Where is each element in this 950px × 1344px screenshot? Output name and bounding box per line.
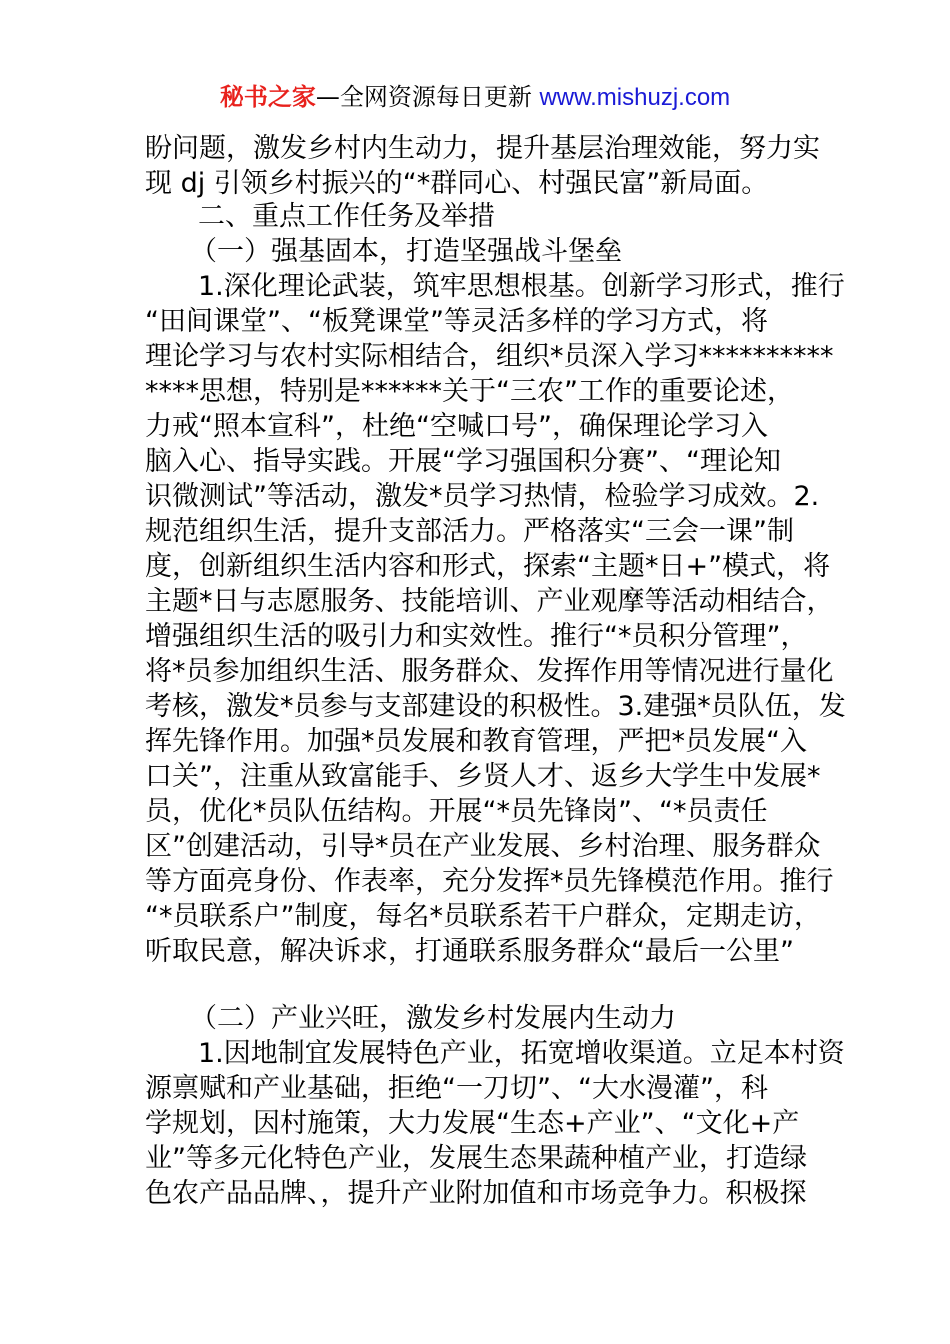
body-line: 员，优化*员队伍结构。开展“*员先锋岗”、“*员责任 <box>145 796 768 827</box>
body-line: 听取民意，解决诉求，打通联系服务群众“最后一公里” <box>145 936 794 967</box>
site-url[interactable]: www.mishuzj.com <box>539 84 731 111</box>
body-line: 口关”，注重从致富能手、乡贤人才、返乡大学生中发展* <box>145 761 821 792</box>
subsection-heading: （二）产业兴旺，激发乡村发展内生动力 <box>190 1003 676 1034</box>
body-line: 将*员参加组织生活、服务群众、发挥作用等情况进行量化 <box>145 656 834 687</box>
body-line: 挥先锋作用。加强*员发展和教育管理，严把*员发展“入 <box>145 726 807 757</box>
section-heading: 二、重点工作任务及举措 <box>198 201 495 232</box>
subsection-heading: （一）强基固本，打造坚强战斗堡垒 <box>190 236 622 267</box>
body-line: 区”创建活动，引导*员在产业发展、乡村治理、服务群众 <box>145 831 821 862</box>
body-line: 1.因地制宜发展特色产业，拓宽增收渠道。立足本村资 <box>198 1038 845 1069</box>
body-line: 理论学习与农村实际相结合，组织*员深入学习********** <box>145 341 834 372</box>
body-line: “田间课堂”、“板凳课堂”等灵活多样的学习方式，将 <box>145 306 768 337</box>
body-line: “*员联系户”制度，每名*员联系若干户群众，定期走访， <box>145 901 821 932</box>
body-line: 度，创新组织生活内容和形式，探索“主题*日+”模式，将 <box>145 551 831 582</box>
body-line: ****思想，特别是******关于“三农”工作的重要论述， <box>145 376 794 407</box>
site-brand: 秘书之家 <box>219 83 316 111</box>
body-line: 色农产品品牌、，提升产业附加值和市场竞争力。积极探 <box>145 1178 807 1209</box>
body-line: 等方面亮身份、作表率，充分发挥*员先锋模范作用。推行 <box>145 866 834 897</box>
site-tagline: —全网资源每日更新 <box>315 83 540 111</box>
site-header <box>0 80 950 115</box>
body-line: 源禀赋和产业基础，拒绝“一刀切”、“大水漫灌”，科 <box>145 1073 768 1104</box>
body-line: 主题*日与志愿服务、技能培训、产业观摩等活动相结合， <box>145 586 834 617</box>
body-line: 增强组织生活的吸引力和实效性。推行“*员积分管理”， <box>145 621 808 652</box>
body-line: 盼问题，激发乡村内生动力，提升基层治理效能，努力实 <box>145 133 820 164</box>
body-line: 脑入心、指导实践。开展“学习强国积分赛”、“理论知 <box>145 446 781 477</box>
body-line: 规范组织生活，提升支部活力。严格落实“三会一课”制 <box>145 516 794 547</box>
body-line: 1.深化理论武装，筑牢思想根基。创新学习形式，推行 <box>198 271 845 302</box>
body-line: 现 dj 引领乡村振兴的“*群同心、村强民富”新局面。 <box>145 168 769 199</box>
body-line: 考核，激发*员参与支部建设的积极性。3.建强*员队伍，发 <box>145 691 846 722</box>
body-line: 业”等多元化特色产业，发展生态果蔬种植产业，打造绿 <box>145 1143 807 1174</box>
body-line: 识微测试”等活动，激发*员学习热情，检验学习成效。2. <box>145 481 820 512</box>
body-line: 学规划，因村施策，大力发展“生态+产业”、“文化+产 <box>145 1108 800 1139</box>
body-line: 力戒“照本宣科”，杜绝“空喊口号”，确保理论学习入 <box>145 411 768 442</box>
